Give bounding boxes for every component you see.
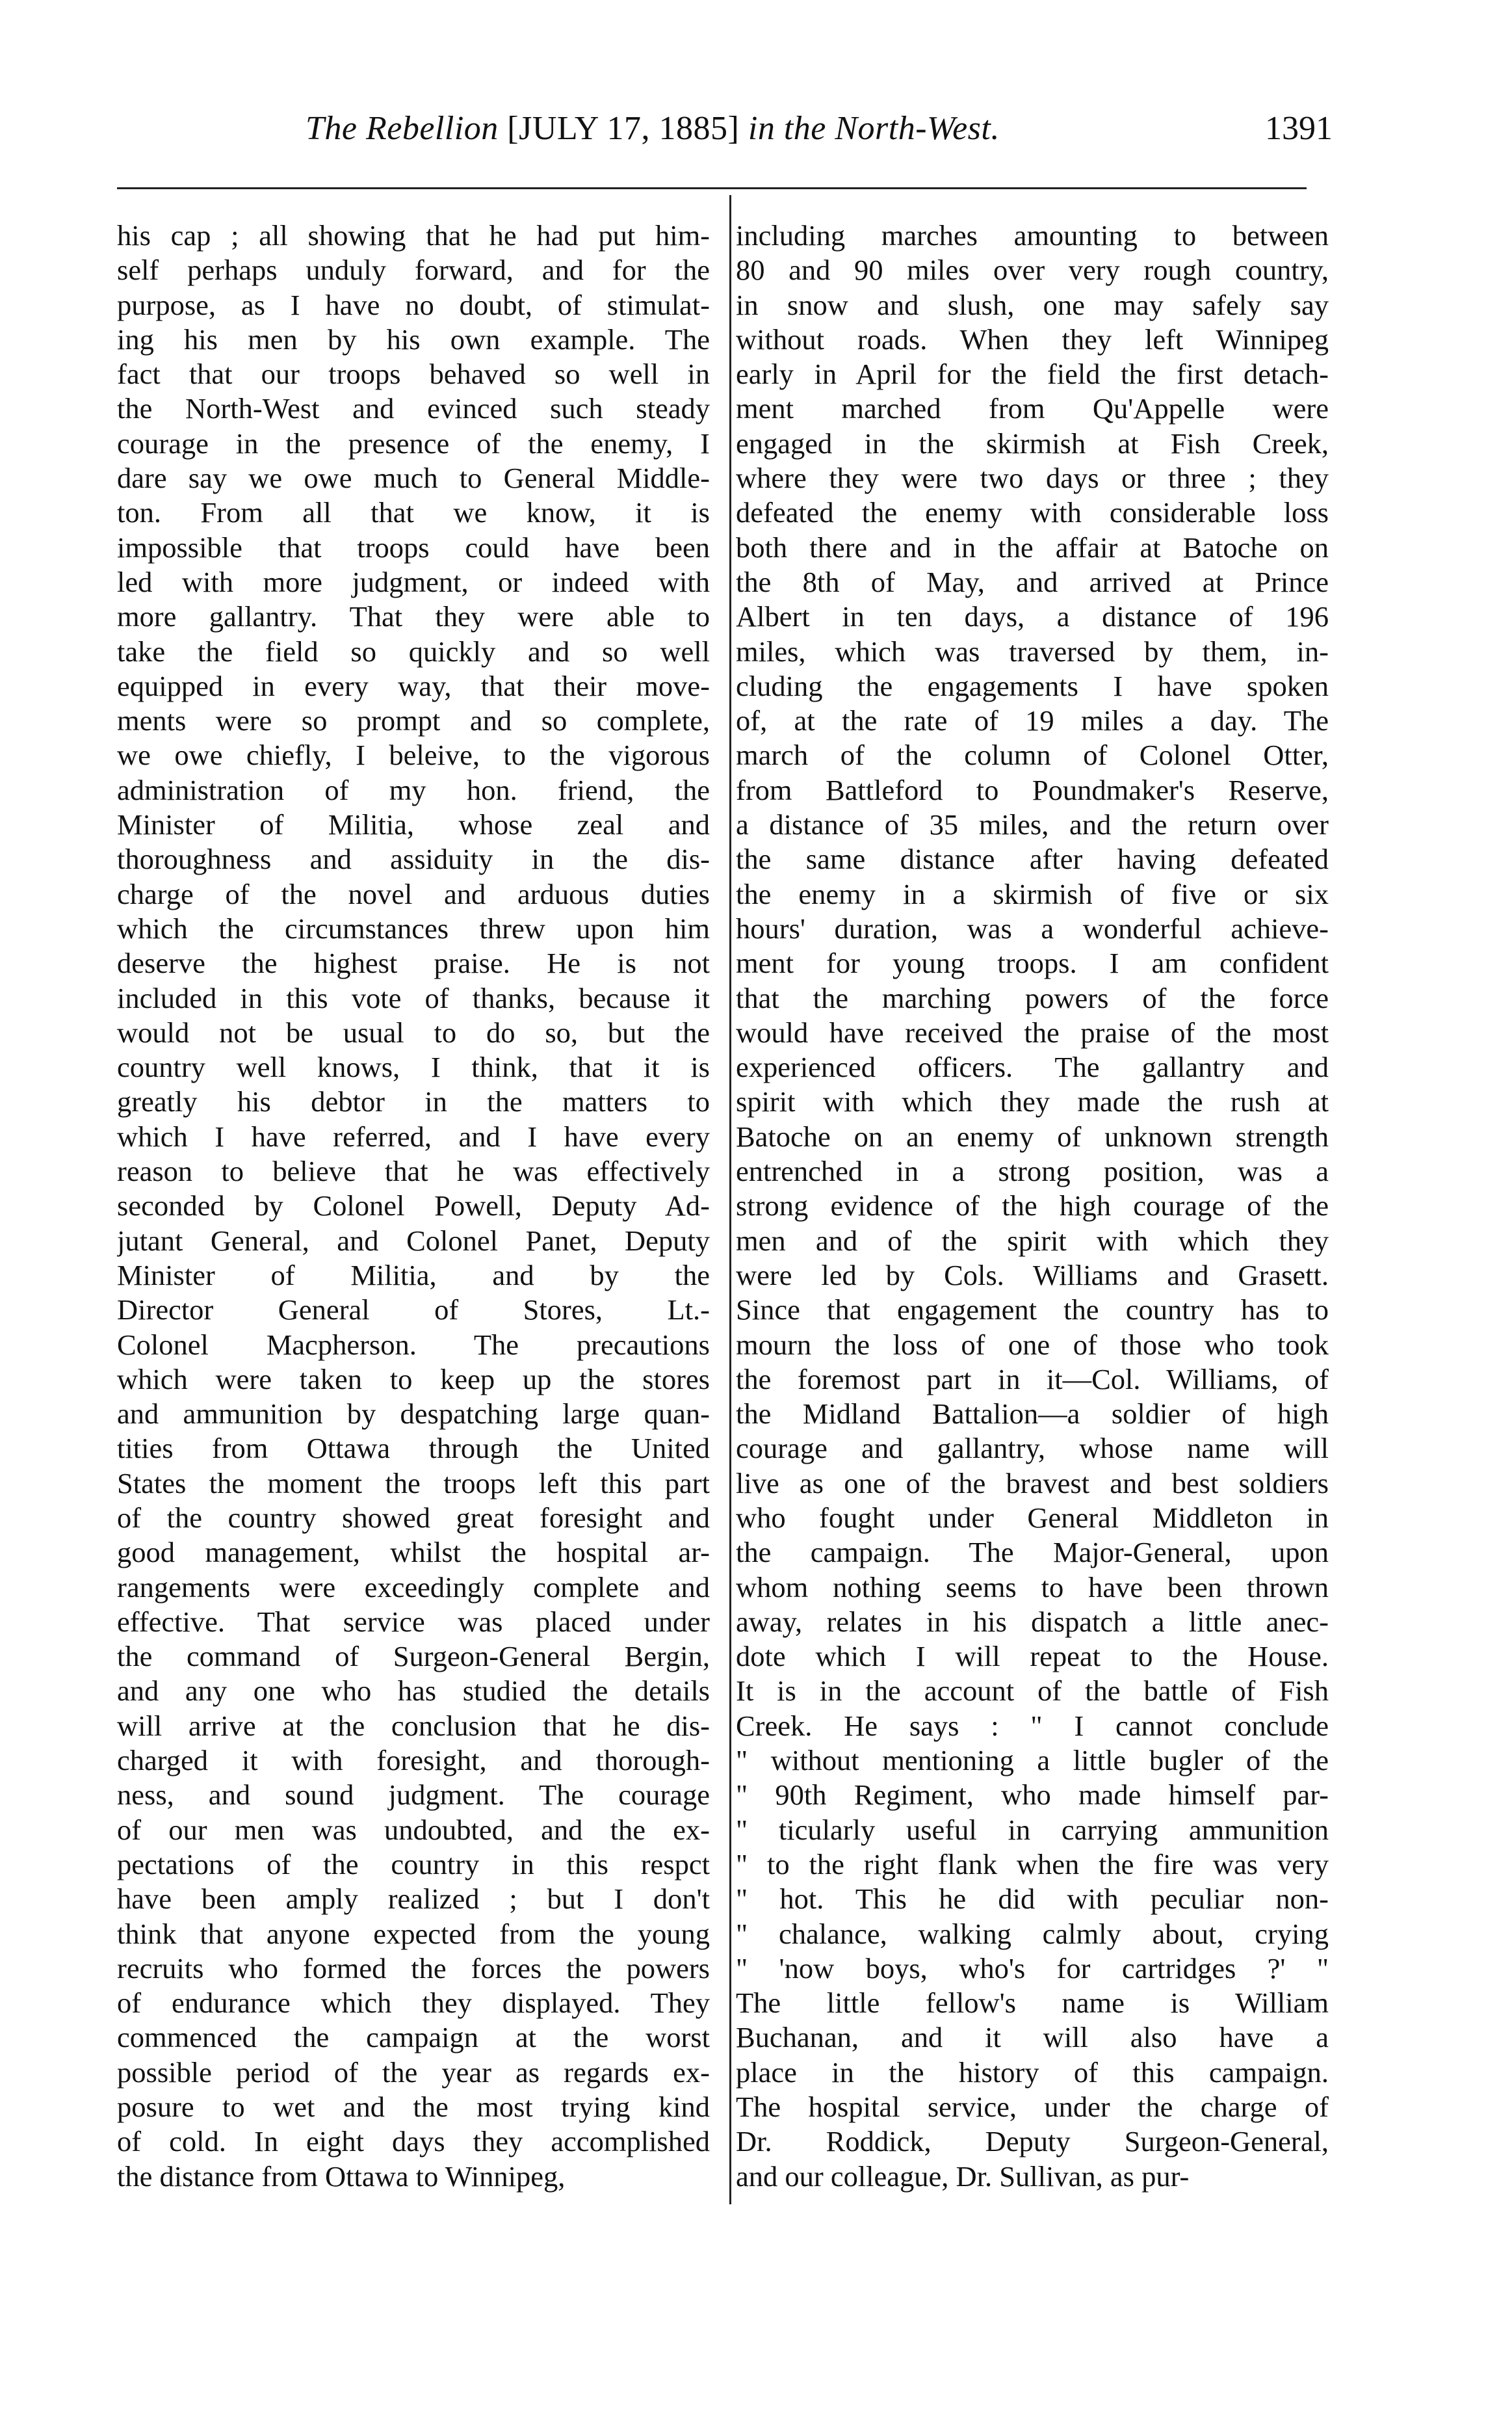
running-title-date: [JULY 17, 1885]: [507, 110, 740, 147]
text-line: impossible that troops could have been: [117, 531, 710, 564]
text-line: mourn the loss of one of those who took: [736, 1328, 1329, 1361]
text-line: posure to wet and the most trying kind: [117, 2091, 710, 2124]
text-line: jutant General, and Colonel Panet, Deputy: [117, 1224, 710, 1257]
text-line: It is in the account of the battle of Fish: [736, 1674, 1329, 1708]
text-line: that the marching powers of the force: [736, 981, 1329, 1014]
text-line: of, at the rate of 19 miles a day. The: [736, 704, 1329, 737]
text-line: good management, whilst the hospital ar-: [117, 1536, 710, 1569]
text-line: The hospital service, under the charge of: [736, 2091, 1329, 2124]
text-line: thoroughness and assiduity in the dis-: [117, 843, 710, 876]
text-line: Batoche on an enemy of unknown strength: [736, 1120, 1329, 1153]
text-line: ton. From all that we know, it is: [117, 496, 710, 529]
text-line: a distance of 35 miles, and the return over: [736, 808, 1329, 841]
text-line: country well knows, I think, that it is: [117, 1051, 710, 1084]
text-line: Buchanan, and it will also have a: [736, 2021, 1329, 2054]
text-line: think that anyone expected from the young: [117, 1917, 710, 1950]
text-line: would have received the praise of the most: [736, 1016, 1329, 1049]
text-line: self perhaps unduly forward, and for the: [117, 254, 710, 287]
text-line: will arrive at the conclusion that he dis-: [117, 1709, 710, 1742]
text-line: " to the right flank when the fire was very: [736, 1847, 1329, 1881]
running-title-part3: in the North-West.: [739, 110, 1000, 147]
text-line: defeated the enemy with considerable loss: [736, 496, 1329, 529]
text-line: The little fellow's name is William: [736, 1986, 1329, 2020]
text-line: greatly his debtor in the matters to: [117, 1085, 710, 1118]
text-line: seconded by Colonel Powell, Deputy Ad-: [117, 1189, 710, 1222]
text-line: spirit with which they made the rush at: [736, 1085, 1329, 1118]
text-line: march of the column of Colonel Otter,: [736, 739, 1329, 772]
text-line: recruits who formed the forces the powers: [117, 1951, 710, 1985]
text-line: 80 and 90 miles over very rough country,: [736, 254, 1329, 287]
text-line: dare say we owe much to General Middle-: [117, 462, 710, 495]
text-line: ness, and sound judgment. The courage: [117, 1778, 710, 1812]
text-line: place in the history of this campaign.: [736, 2055, 1329, 2089]
text-line: cluding the engagements I have spoken: [736, 669, 1329, 702]
text-line: Creek. He says : " I cannot conclude: [736, 1709, 1329, 1742]
text-line: courage in the presence of the enemy, I: [117, 427, 710, 460]
text-line: Dr. Roddick, Deputy Surgeon-General,: [736, 2125, 1329, 2158]
text-line: Minister of Militia, and by the: [117, 1258, 710, 1291]
text-line: Director General of Stores, Lt.-: [117, 1293, 710, 1326]
text-line: his cap ; all showing that he had put him-: [117, 219, 710, 252]
text-line: charge of the novel and arduous duties: [117, 877, 710, 910]
text-line: the campaign. The Major-General, upon: [736, 1536, 1329, 1569]
text-line: men and of the spirit with which they: [736, 1224, 1329, 1257]
text-line: without roads. When they left Winnipeg: [736, 323, 1329, 356]
text-line: the distance from Ottawa to Winnipeg,: [117, 2159, 566, 2193]
text-line: and ammunition by despatching large quan-: [117, 1397, 710, 1431]
text-line: more gallantry. That they were able to: [117, 600, 710, 633]
text-line: away, relates in his dispatch a little anec-: [736, 1605, 1329, 1638]
text-line: the same distance after having defeated: [736, 843, 1329, 876]
text-line: which the circumstances threw upon him: [117, 912, 710, 945]
text-line: included in this vote of thanks, because it: [117, 981, 710, 1014]
text-line: the North-West and evinced such steady: [117, 392, 710, 425]
text-line: deserve the highest praise. He is not: [117, 947, 710, 980]
text-line: " 90th Regiment, who made himself par-: [736, 1778, 1329, 1812]
text-line: " without mentioning a little bugler of the: [736, 1744, 1329, 1777]
running-header: [117, 109, 1333, 161]
text-line: entrenched in a strong position, was a: [736, 1155, 1329, 1188]
text-line: strong evidence of the high courage of the: [736, 1189, 1329, 1222]
running-title: [306, 109, 1000, 148]
text-line: the Midland Battalion—a soldier of high: [736, 1397, 1329, 1431]
text-line: tities from Ottawa through the United: [117, 1432, 710, 1465]
text-line: " ticularly useful in carrying ammunition: [736, 1813, 1329, 1846]
running-title-part1: The Rebellion: [306, 110, 508, 147]
column-divider: [729, 195, 731, 2204]
text-line: fact that our troops behaved so well in: [117, 358, 710, 391]
text-line: effective. That service was placed under: [117, 1605, 710, 1638]
text-line: where they were two days or three ; they: [736, 462, 1329, 495]
header-rule: [117, 187, 1307, 189]
text-line: in snow and slush, one may safely say: [736, 288, 1329, 321]
text-line: Colonel Macpherson. The precautions: [117, 1328, 710, 1361]
text-line: ing his men by his own example. The: [117, 323, 710, 356]
text-line: Albert in ten days, a distance of 196: [736, 600, 1329, 633]
page-number: 1391: [1265, 110, 1333, 147]
text-line: ment marched from Qu'Appelle were: [736, 392, 1329, 425]
text-line: of our men was undoubted, and the ex-: [117, 1813, 710, 1846]
text-line: would not be usual to do so, but the: [117, 1016, 710, 1049]
text-line: Since that engagement the country has to: [736, 1293, 1329, 1326]
text-line: and our colleague, Dr. Sullivan, as pur-: [736, 2159, 1190, 2193]
text-line: miles, which was traversed by them, in-: [736, 635, 1329, 668]
text-line: of the country showed great foresight and: [117, 1501, 710, 1534]
text-line: and any one who has studied the details: [117, 1674, 710, 1708]
right-column: [736, 218, 1329, 2194]
text-line: whom nothing seems to have been thrown: [736, 1570, 1329, 1603]
text-line: ment for young troops. I am confident: [736, 947, 1329, 980]
text-line: the enemy in a skirmish of five or six: [736, 877, 1329, 910]
text-line: commenced the campaign at the worst: [117, 2021, 710, 2054]
text-line: equipped in every way, that their move-: [117, 669, 710, 702]
text-line: courage and gallantry, whose name will: [736, 1432, 1329, 1465]
text-line: " hot. This he did with peculiar non-: [736, 1882, 1329, 1916]
text-line: were led by Cols. Williams and Grasett.: [736, 1258, 1329, 1291]
text-line: dote which I will repeat to the House.: [736, 1640, 1329, 1673]
text-line: pectations of the country in this respct: [117, 1847, 710, 1881]
text-line: including marches amounting to between: [736, 219, 1329, 252]
text-line: possible period of the year as regards ex-: [117, 2055, 710, 2089]
text-line: purpose, as I have no doubt, of stimulat-: [117, 288, 710, 321]
text-line: ments were so prompt and so complete,: [117, 704, 710, 737]
text-line: which were taken to keep up the stores: [117, 1362, 710, 1395]
text-line: administration of my hon. friend, the: [117, 773, 710, 806]
text-line: experienced officers. The gallantry and: [736, 1051, 1329, 1084]
text-line: rangements were exceedingly complete and: [117, 1570, 710, 1603]
text-line: both there and in the affair at Batoche on: [736, 531, 1329, 564]
text-line: from Battleford to Poundmaker's Reserve,: [736, 773, 1329, 806]
text-line: the foremost part in it—Col. Williams, of: [736, 1362, 1329, 1395]
text-line: led with more judgment, or indeed with: [117, 565, 710, 598]
text-line: the 8th of May, and arrived at Prince: [736, 565, 1329, 598]
text-line: charged it with foresight, and thorough-: [117, 1744, 710, 1777]
text-line: take the field so quickly and so well: [117, 635, 710, 668]
text-line: who fought under General Middleton in: [736, 1501, 1329, 1534]
text-line: live as one of the bravest and best soldiers: [736, 1466, 1329, 1499]
text-line: Minister of Militia, whose zeal and: [117, 808, 710, 841]
text-line: the command of Surgeon-General Bergin,: [117, 1640, 710, 1673]
text-line: early in April for the field the first detach-: [736, 358, 1329, 391]
text-line: " 'now boys, who's for cartridges ?' ": [736, 1951, 1329, 1985]
text-line: of endurance which they displayed. They: [117, 1986, 710, 2020]
text-line: " chalance, walking calmly about, crying: [736, 1917, 1329, 1950]
text-line: have been amply realized ; but I don't: [117, 1882, 710, 1916]
left-column: [117, 218, 710, 2194]
text-line: which I have referred, and I have every: [117, 1120, 710, 1153]
text-line: of cold. In eight days they accomplished: [117, 2125, 710, 2158]
text-line: States the moment the troops left this part: [117, 1466, 710, 1499]
text-line: we owe chiefly, I beleive, to the vigorous: [117, 739, 710, 772]
text-line: reason to believe that he was effectively: [117, 1155, 710, 1188]
text-line: engaged in the skirmish at Fish Creek,: [736, 427, 1329, 460]
text-line: hours' duration, was a wonderful achieve-: [736, 912, 1329, 945]
